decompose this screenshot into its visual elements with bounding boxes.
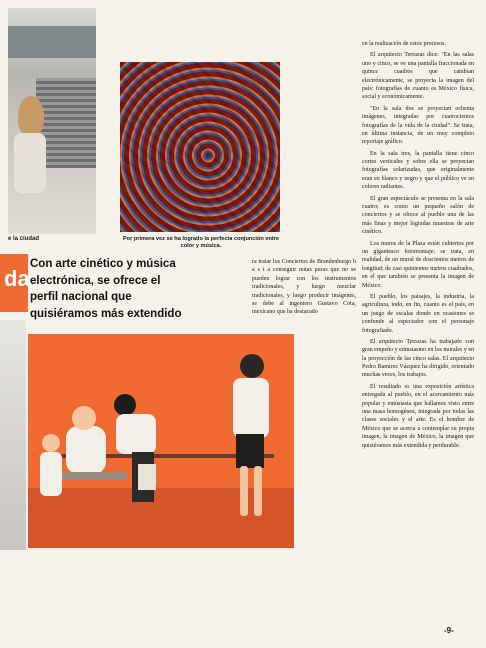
column-right (362, 40, 474, 453)
column-middle (252, 258, 356, 320)
paragraph: "En la sala dos se proyectan ochenta imágenes, integradas por cuatrocientos fotografías de la vida de la ciudad". Se trata, en última instancia, de un muy completo reportaje gráfico. (362, 105, 474, 146)
paragraph: Los muros de la Plaza están cubiertos por un gigantesco fotomontaje; se trata, en realidad, de un mural de doscientos metros de longitud; de casi quinientos metros cuadrados, en el que también se presenta la imagen de México. (362, 240, 474, 289)
caption-art: Por primera vez se ha logrado la perfecta conjunción entre color y música. (122, 236, 280, 249)
headline-line: perfil nacional que (30, 291, 132, 304)
paragraph: en la realización de estos procesos. (362, 41, 446, 47)
paragraph: El gran espectáculo se presenta en la sala cuatro; es como un pequeño salón de conciertos y se ofrece al pueblo una de las más finas y mejor logradas muestras de arte cinético. (362, 195, 474, 236)
headline-line: electrónica, se ofrece el (30, 274, 161, 287)
kinetic-art-image (120, 62, 280, 232)
headline-line: quisiéramos más extendido (30, 308, 182, 321)
paragraph: El arquitecto Terrazas ha trabajado con gran empeño y entusiasmo en los murales y en la proyección de las cinco salas. El arquitecto Pedro Ramírez Vázquez ha dirigido, orientado muchas veces, los trabajos. (362, 338, 474, 379)
side-photo-strip (0, 254, 28, 312)
side-letters: da (4, 266, 30, 291)
paragraph: ra tratar los Conciertos de Brandenburgo h a s t a conseguir notas puras que no se pueden lograr con los instrumentos tradicionales, y luego mezclar tradicionales, y luego producir imágenes, se debe al ingeniero Gustavo Cota, mexicano que ha destacado (252, 259, 356, 316)
paragraph: El arquitecto Terrazas dice: "En las salas uno y cinco, se ve una pantalla fraccionada en quince cuadros que cambian electrónicamente, se proyecta la imagen del país: fotografías de cuanto es México física, social y económicamente. (362, 52, 474, 101)
paragraph: En la sala tres, la pantalla tiene cinco cortes verticales y sobre ella se proyectan fotografías solarizadas, que originalmente eran en blanco y negro y que el público ve en colores radiantes. (362, 150, 474, 191)
paragraph: El resultado es una exposición artística entregada al pueblo, en el acercamiento más popular y entusiasta que hallamos visto entre una masa homogénea, integrada por todas las clases sociales y el arte. Es el hombre de México que se acerca a contemplar su propia imagen, la imagen de México, la imagen que quisiéramos más extendida y perdurable. (362, 383, 474, 449)
page-number: -9- (444, 626, 454, 635)
edge-photo-strip (0, 320, 26, 550)
exhibition-photo-left (8, 8, 96, 234)
paragraph: El pueblo, los paisajes, la industria, la agricultura, todo, en fin, cuanto es el país, en un juego de escalas donde en ocasiones se confunde al espectador con el personaje fotografiado. (362, 293, 474, 334)
headline (30, 256, 220, 323)
caption-left: e la ciudad (8, 236, 40, 242)
headline-line: Con arte cinético y música (30, 258, 176, 270)
children-photo (28, 334, 294, 548)
